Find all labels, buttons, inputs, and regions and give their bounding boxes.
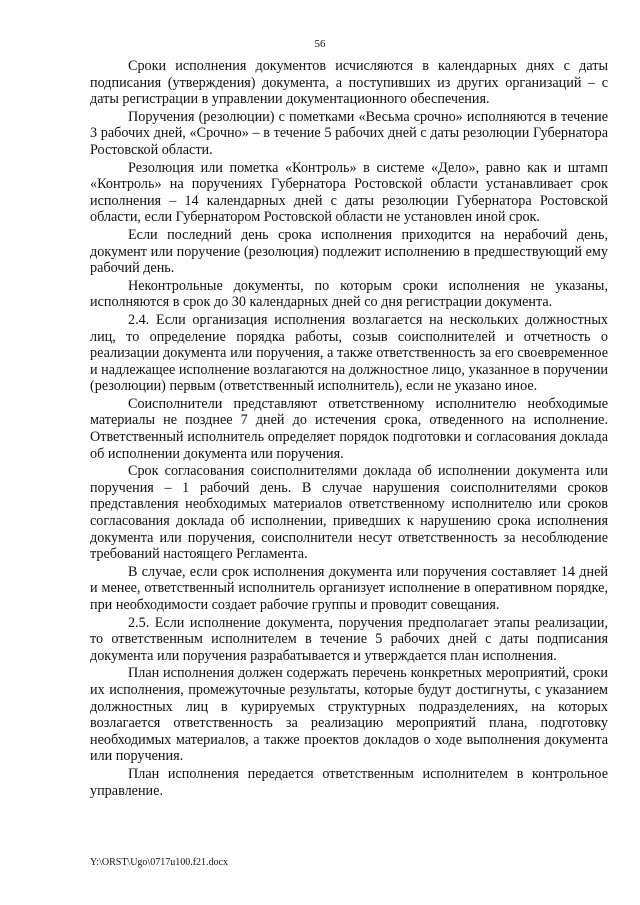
paragraph-deadlines-calculation: Сроки исполнения документов исчисляются в календарных днях с даты подписания (утверждения) документа, а поступивших из других организаций – с даты регистрации в управлении документационного обеспечения. [90, 58, 608, 108]
paragraph-non-working-day: Если последний день срока исполнения приходится на нерабочий день, документ или поручение (резолюция) подлежит исполнению в предшествующий ему рабочий день. [90, 226, 608, 277]
paragraph-section-2-4: 2.4. Если организация исполнения возлагается на нескольких должностных лиц, то определение порядка работы, созыв соисполнителей и отчетность о реализации документа или поручения, а также ответственность за его своевременное и надлежащее исполнение возлагаются на должностное лицо, указанное в поручении (резолюции) первым (ответственный исполнитель), если не указано иное. [90, 311, 608, 395]
paragraph-control-mark: Резолюция или пометка «Контроль» в системе «Дело», равно как и штамп «Контроль» на поручениях Губернатора Ростовской области устанавливает срок исполнения – 14 календарных дней с даты резолюции Губернатора Ростовской области, если Губернатором Ростовской области не установлен иной срок. [90, 159, 608, 226]
paragraph-short-term-execution: В случае, если срок исполнения документа или поручения составляет 14 дней и менее, ответственный исполнитель организует исполнение в оперативном порядке, при необходимости создает рабочие группы и проводит совещания. [90, 563, 608, 613]
paragraph-approval-term: Срок согласования соисполнителями доклада об исполнении документа или поручения – 1 рабочий день. В случае нарушения соисполнителями сроков представления необходимых материалов ответственному исполнителю или сроков согласования доклада об исполнении, приведших к нарушению срока исполнения документа или поручения, соисполнители несут ответственность за несоблюдение требований настоящего Регламента. [90, 463, 608, 563]
footer-file-path: Y:\ORST\Ugo\0717u100.f21.docx [90, 857, 228, 868]
paragraph-non-controlled-documents: Неконтрольные документы, по которым сроки исполнения не указаны, исполняются в срок до 30 календарных дней со дня регистрации документа. [90, 277, 608, 311]
paragraph-section-2-5: 2.5. Если исполнение документа, поручения предполагает этапы реализации, то ответственным исполнителем в течение 5 рабочих дней с даты подписания документа или поручения разрабатывается и утверждается план исполнения. [90, 614, 608, 664]
paragraph-co-executors-materials: Соисполнители представляют ответственному исполнителю необходимые материалы не позднее 7 дней до истечения срока, отведенного на исполнение. Ответственный исполнитель определяет порядок подготовки и согласования доклада об исполнении документа или поручения. [90, 395, 608, 462]
paragraph-execution-plan-content: План исполнения должен содержать перечень конкретных мероприятий, сроки их исполнения, промежуточные результаты, которые будут достигнуты, с указанием должностных лиц в курируемых структурных подразделениях, на которых возлагается ответственность за реализацию мероприятий плана, подготовку необходимых материалов, а также проектов докладов о ходе выполнения документа или поручения. [90, 665, 608, 765]
paragraph-urgent-marks: Поручения (резолюции) с пометками «Весьма срочно» исполняются в течение 3 рабочих дней, «Срочно» – в течение 5 рабочих дней с даты резолюции Губернатора Ростовской области. [90, 108, 608, 158]
document-body [90, 58, 608, 800]
paragraph-execution-plan-transfer: План исполнения передается ответственным исполнителем в контрольное управление. [90, 765, 608, 799]
page-number: 56 [314, 38, 326, 50]
